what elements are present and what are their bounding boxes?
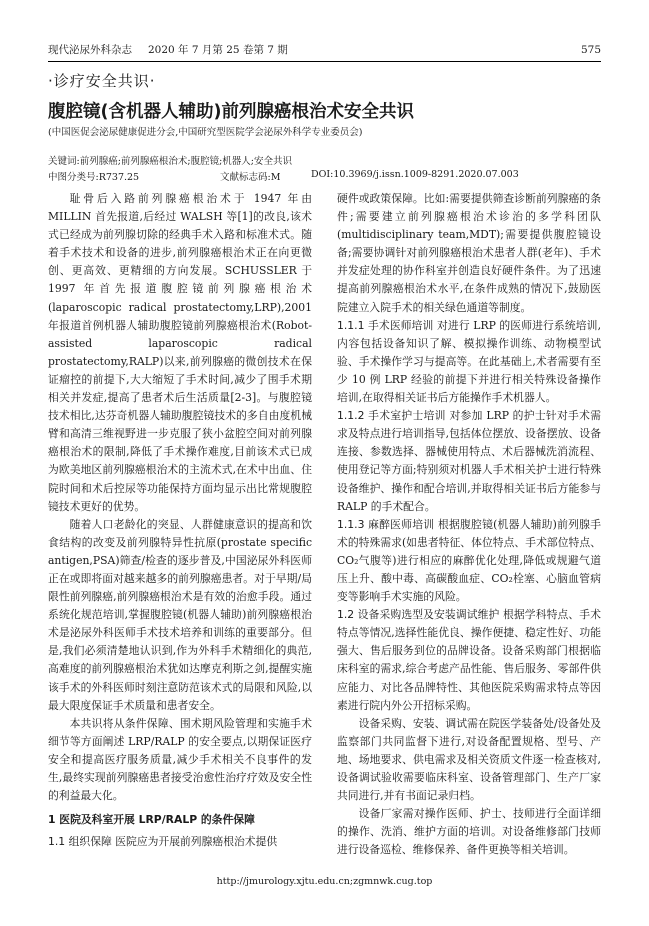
subsection-1-1-2 xyxy=(337,407,601,516)
authors-line: (中国医促会泌尿健康促进分会,中国研究型医院学会泌尿外科学专业委员会) xyxy=(48,127,363,138)
installation-paragraph: 设备采购、安装、调试需在院医学装备处/设备处及监察部门共同监督下进行,对设备配置规格、型号、产地、场地要求、供电需求及相关资质文件逐一检查核对,设备调试验收需要临床科室、设备管理部门、生产厂家共同进行,并有书面记录归档。 xyxy=(337,716,601,803)
subsection-text: 对参加 LRP 的护士针对手术需求及特点进行培训指导,包括体位摆放、设备摆放、设备连接、参数选择、器械使用特点、术后器械洗消流程、使用登记等方面;特别须对机器人手术相关护士进行特殊设备维护、操作和配合培训,并取得相关证书后方能参与 RALP 的手术配合。 xyxy=(337,409,602,513)
subsection-text: 医院应为开展前列腺癌根治术提供 xyxy=(115,835,278,849)
subsection-label: 1.1.1 手术医师培训 xyxy=(337,318,434,332)
running-header xyxy=(48,40,601,60)
page-number: 575 xyxy=(580,44,601,56)
subsection-1-1-1 xyxy=(337,317,601,407)
section-tag: ·诊疗安全共识· xyxy=(48,72,156,90)
header-rule xyxy=(48,61,601,62)
issue-info: 2020 年 7 月第 25 卷第 7 期 xyxy=(148,44,288,56)
article-title: 腹腔镜(含机器人辅助)前列腺癌根治术安全共识 xyxy=(48,102,414,122)
subsection-text: 根据学科特点、手术特点等情况,选择性能优良、操作便捷、稳定性好、功能强大、售后服务到位的品牌设备。设备采购部门根据临床科室的需求,综合考虑产品性能、售后服务、零部件供应能力、对比各品牌特性、其他医院采购需求特点等因素进行院内外公开招标采购。 xyxy=(337,608,601,712)
subsection-1-1 xyxy=(48,833,312,851)
right-column xyxy=(337,190,601,859)
subsection-label: 1.1.2 手术室护士培训 xyxy=(337,409,446,423)
intro-paragraph-2: 随着人口老龄化的突显、人群健康意识的提高和饮食结构的改变及前列腺特异性抗原(prostate specific antigen,PSA)筛查/检查的逐步普及,中国泌尿外科医师正在或即将面对越来越多的前列腺癌患者。对于早期/局限性前列腺癌,前列腺癌根治术是有效的治愈手段。通过系统化规范培训,掌握腹腔镜(机器人辅助)前列腺癌根治术是泌尿外科医师手术技术培养和训练的重要部分。但是,我们必须清楚地认识到,作为外科手术精细化的典范,高难度的前列腺癌根治术犹如达摩克利斯之剑,提醒实施该手术的外科医师时刻注意防范该术式的局限和风险,以最大限度保证手术质量和患者安全。 xyxy=(48,517,312,712)
intro-paragraph-1: 耻骨后入路前列腺癌根治术于 1947 年由 MILLIN 首先报道,后经过 WALSH 等[1]的改良,该术式已经成为前列腺切除的经典手术入路和标准术式。随着手术技术和设备的进步,前列腺癌根治术正在向更微创、更高效、更精细的方向发展。SCHUSSLER 于 1997 年首先报道腹腔镜前列腺癌根治术(laparoscopic radical prostatectomy,LRP),2001 年报道首例机器人辅助腹腔镜前列腺癌根治术(Robot-assisted laparoscopic radical prostatectomy,RALP)以来,前列腺癌的微创技术在保证瘤控的前提下,大大缩短了手术时间,减少了围手术期相关并发症,提高了患者术后生活质量[2-3]。与腹腔镜技术相比,达芬奇机器人辅助腹腔镜技术的多自由度机械臂和高清三维视野进一步克服了狭小盆腔空间对前列腺癌根治术的限制,降低了手术操作难度,目前该术式已成为欧美地区前列腺癌根治术的主流术式,在术中出血、住院时间和术后控尿等功能保持方面均显示出比常规腹腔镜技术更好的优势。 xyxy=(48,192,312,513)
continued-paragraph: 硬件或政策保障。比如:需要提供筛查诊断前列腺癌的条件;需要建立前列腺癌根治术诊治的多学科团队(multidisciplinary team,MDT);需要提供腹腔镜设备;需要协调针对前列腺癌根治术患者人群(老年)、手术并发症处理的协作科室并创造良好硬件条件。为了迅速提高前列腺癌根治术水平,在条件成熟的情况下,鼓励医院建立入院手术的相关绿色通道等制度。 xyxy=(337,192,601,314)
journal-name: 现代泌尿外科杂志 xyxy=(48,44,132,56)
training-paragraph: 设备厂家需对操作医师、护士、技师进行全面详细的操作、洗消、维护方面的培训。对设备维修部门技师进行设备巡检、维修保养、备件更换等相关培训。 xyxy=(337,807,601,857)
subsection-1-2 xyxy=(337,606,601,715)
subsection-text: 根据腹腔镜(机器人辅助)前列腺手术的特殊需求(如患者特征、体位特点、手术部位特点、CO₂气腹等)进行相应的麻醉优化处理,降低或规避气道压上升、酸中毒、高碳酸血症、CO₂栓塞、心脑血管病变等影响手术实施的风险。 xyxy=(337,517,601,604)
subsection-1-1-3 xyxy=(337,516,601,606)
section-heading-1: 1 医院及科室开展 LRP/RALP 的条件保障 xyxy=(48,813,255,827)
subsection-text: 对进行 LRP 的医师进行系统培训,内容包括设备知识了解、模拟操作训练、动物模型试验、手术操作学习与提高等。在此基础上,术者需要有至少 10 例 LRP 经验的前提下并进行相关特殊设备操作培训,在取得相关证书后方能操作手术机器人。 xyxy=(337,318,601,405)
footer-url: http://jmurology.xjtu.edu.cn;zgmnwk.cug.top xyxy=(216,876,433,887)
clc-number: 中图分类号:R737.25 xyxy=(48,172,140,183)
left-column xyxy=(48,190,312,851)
keywords-line: 关键词:前列腺癌;前列腺癌根治术;腹腔镜;机器人;安全共识 xyxy=(48,156,293,167)
classification-line xyxy=(48,169,601,183)
document-code: 文献标志码:M xyxy=(220,172,281,183)
intro-paragraph-3: 本共识将从条件保障、围术期风险管理和实施手术细节等方面阐述 LRP/RALP 的安全要点,以期保证医疗安全和提高医疗服务质量,减少手术相关不良事件的发生,最终实现前列腺癌患者接受治愈性治疗疗效及安全性的利益最大化。 xyxy=(48,716,312,803)
doi: DOI:10.3969/j.issn.1009-8291.2020.07.003 xyxy=(311,169,519,180)
subsection-label: 1.1 组织保障 xyxy=(48,835,112,849)
subsection-label: 1.1.3 麻醉医师培训 xyxy=(337,517,435,531)
subsection-label: 1.2 设备采购选型及安装调试维护 xyxy=(337,608,500,622)
